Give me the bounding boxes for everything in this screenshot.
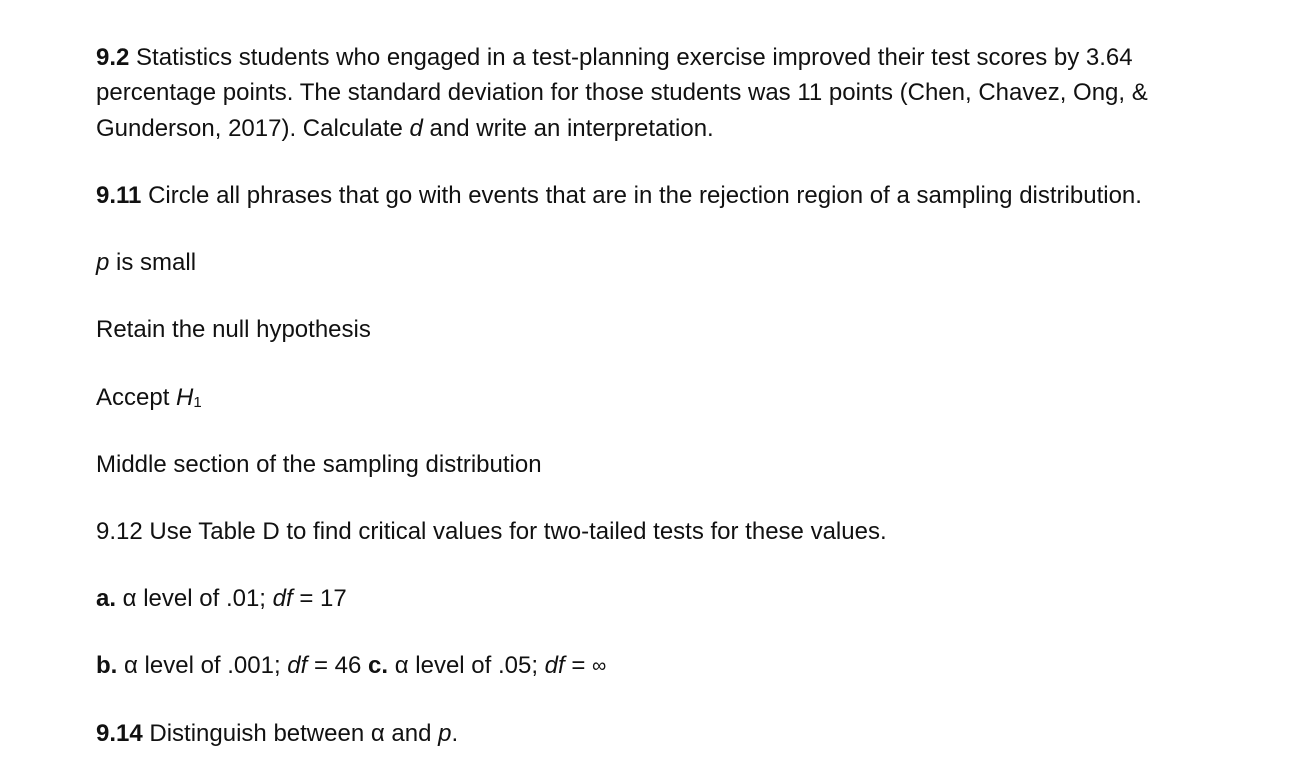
part-value: = 46 xyxy=(307,652,369,679)
option-text: is small xyxy=(109,249,197,276)
question-9-12-part-a xyxy=(96,581,347,617)
part-value: = xyxy=(564,652,593,679)
question-9-2-line-1 xyxy=(96,40,1133,76)
infinity-symbol: ∞ xyxy=(592,655,607,677)
part-text: α level of .05; xyxy=(388,652,545,679)
variable-h: H xyxy=(176,384,194,411)
option-p-is-small xyxy=(96,245,196,281)
question-text: 9.12 Use Table D to find critical values for two-tailed tests for these values. xyxy=(96,518,887,545)
subscript-1: 1 xyxy=(193,394,202,411)
variable-d: d xyxy=(409,115,423,142)
option-text: Accept xyxy=(96,384,177,411)
question-text: Gunderson, 2017). Calculate xyxy=(96,115,410,142)
question-text: Distinguish between α and xyxy=(142,720,439,747)
question-number: 9.2 xyxy=(96,44,130,71)
part-label: b. xyxy=(96,652,118,679)
part-text: α level of .001; xyxy=(117,652,288,679)
variable-df: df xyxy=(272,585,293,612)
option-accept-h1 xyxy=(96,380,202,416)
part-label: a. xyxy=(96,585,117,612)
question-text: percentage points. The standard deviation for those students was 11 points (Chen, Chavez, Ong, & xyxy=(96,79,1148,106)
question-9-2-line-2 xyxy=(96,75,1148,111)
question-text: Statistics students who engaged in a test-planning exercise improved their test scores by 3.64 xyxy=(136,44,1133,71)
variable-p: p xyxy=(438,720,452,747)
question-9-14 xyxy=(96,716,458,752)
option-retain-null xyxy=(96,312,371,348)
option-middle-section xyxy=(96,447,542,483)
question-text: . xyxy=(451,720,459,747)
option-text: Middle section of the sampling distribution xyxy=(96,451,542,478)
part-value: = 17 xyxy=(292,585,347,612)
variable-p: p xyxy=(96,249,110,276)
part-label: c. xyxy=(368,652,389,679)
option-text: Retain the null hypothesis xyxy=(96,316,371,343)
question-number: 9.14 xyxy=(96,720,143,747)
question-text: Circle all phrases that go with events that are in the rejection region of a sampling distribution. xyxy=(148,182,1142,209)
question-9-12-parts-b-c xyxy=(96,648,606,684)
question-9-11 xyxy=(96,178,1142,214)
variable-df: df xyxy=(287,652,308,679)
question-9-12 xyxy=(96,514,887,550)
variable-df: df xyxy=(544,652,565,679)
question-text: and write an interpretation. xyxy=(422,115,714,142)
question-9-2-line-3 xyxy=(96,111,714,147)
question-number: 9.11 xyxy=(96,182,142,209)
part-text: α level of .01; xyxy=(116,585,273,612)
